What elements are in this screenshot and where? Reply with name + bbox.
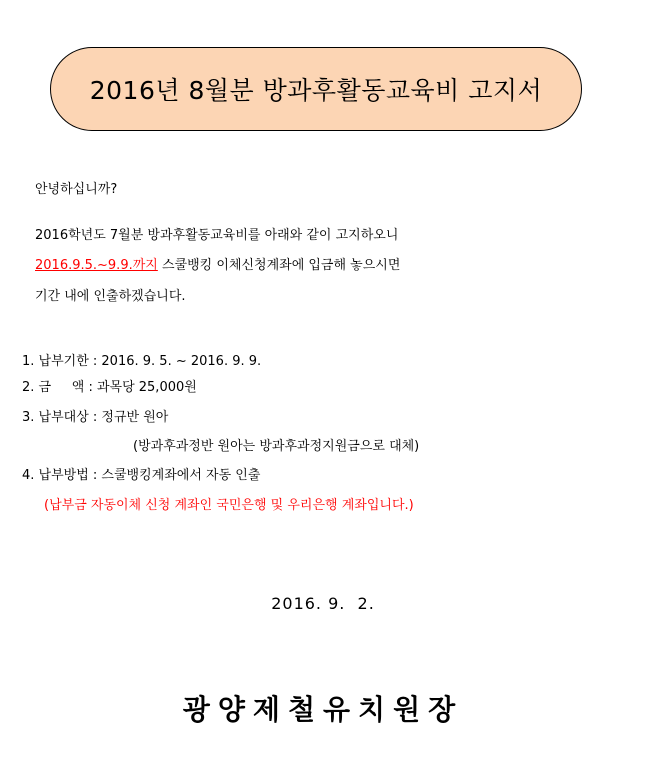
signature: 광양제철유치원장 bbox=[182, 693, 464, 726]
page-title: 2016년 8월분 방과후활동교육비 고지서 bbox=[89, 76, 543, 105]
item-target-note: (방과후과정반 원아는 방과후과정지원금으로 대체) bbox=[133, 439, 420, 454]
body-line-2-rest: 스쿨뱅킹 이체신청계좌에 입금해 놓으시면 bbox=[157, 258, 401, 273]
title-banner bbox=[50, 47, 582, 131]
item-due-period: 1. 납부기한 : 2016. 9. 5. ~ 2016. 9. 9. bbox=[22, 354, 262, 369]
payment-deadline-highlight: 2016.9.5.~9.9.까지 bbox=[35, 258, 158, 273]
issue-date: 2016. 9. 2. bbox=[271, 594, 375, 613]
item-target: 3. 납부대상 : 정규반 원아 bbox=[22, 410, 169, 425]
greeting: 안녕하십니까? bbox=[35, 182, 118, 197]
item-method: 4. 납부방법 : 스쿨뱅킹계좌에서 자동 인출 bbox=[22, 468, 261, 483]
item-method-note: (납부금 자동이체 신청 계좌인 국민은행 및 우리은행 계좌입니다.) bbox=[44, 498, 414, 513]
body-line-1: 2016학년도 7월분 방과후활동교육비를 아래와 같이 고지하오니 bbox=[35, 228, 399, 243]
item-amount: 2. 금 액 : 과목당 25,000원 bbox=[22, 380, 197, 395]
body-line-3: 기간 내에 인출하겠습니다. bbox=[35, 289, 186, 304]
body-line-2 bbox=[35, 258, 400, 274]
